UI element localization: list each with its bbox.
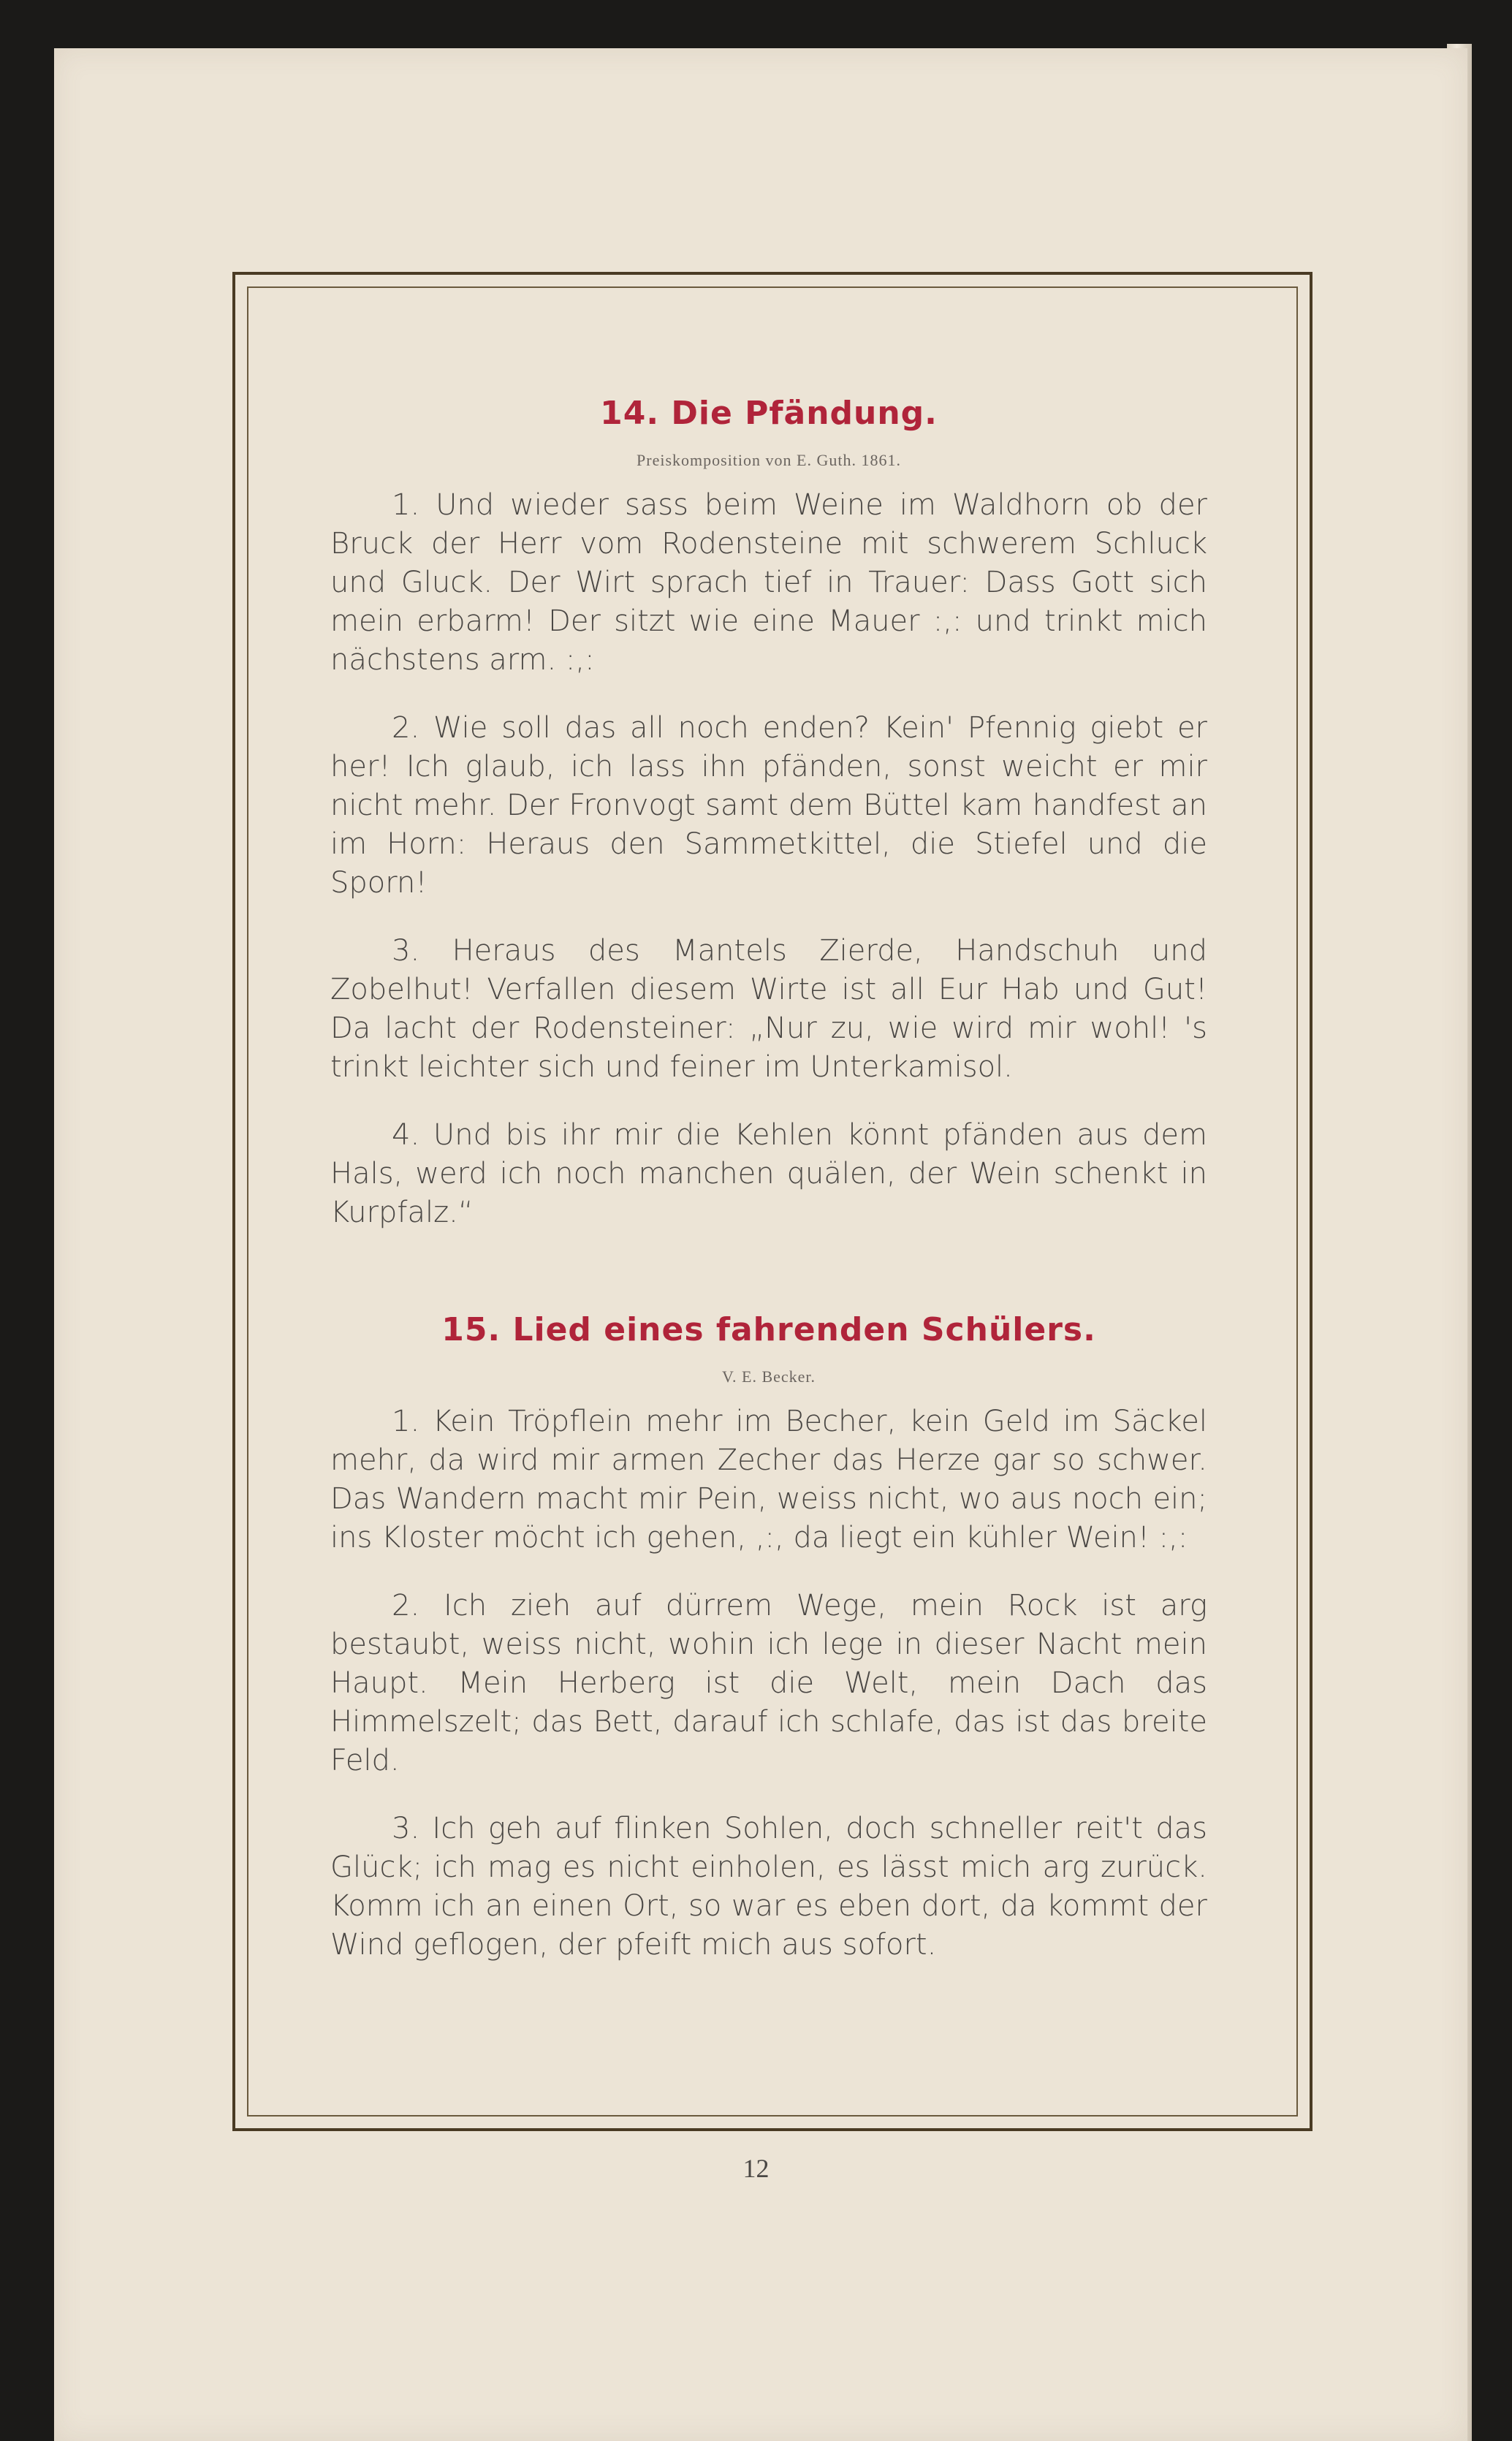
- song-14-byline: Preiskomposition von E. Guth. 1861.: [637, 451, 901, 469]
- page-content: [330, 395, 1207, 1964]
- song-14-verse-2: 2. Wie soll das all noch enden? Kein' Pfennig giebt er her! Ich glaub, ich lass ihn pfänden, sonst weicht er mir nicht mehr. Der Fronvogt samt dem Büttel kam handfest an im Horn: Heraus den Sammetkittel, die Stiefel und die Sporn!: [330, 711, 1207, 900]
- song-14-verse-3: 3. Heraus des Mantels Zierde, Handschuh und Zobelhut! Verfallen diesem Wirte ist all Eur Hab und Gut! Da lacht der Rodensteiner: „Nur zu, wie wird mir wohl! 's trinkt leichter sich und feiner im Unterkamisol.: [330, 934, 1207, 1084]
- song-15-title: 15. Lied eines fahrenden Schülers.: [441, 1311, 1096, 1348]
- song-14-title: 14. Die Pfändung.: [600, 395, 938, 432]
- song-14-verse-1: 1. Und wieder sass beim Weine im Waldhorn ob der Bruck der Herr vom Rodensteine mit schwerem Schluck und Gluck. Der Wirt sprach tief in Trauer: Dass Gott sich mein erbarm! Der sitzt wie eine Mauer :,: und trinkt mich nächstens arm. :,:: [330, 488, 1207, 677]
- song-15-verse-2: 2. Ich zieh auf dürrem Wege, mein Rock ist arg bestaubt, weiss nicht, wohin ich lege in dieser Nacht mein Haupt. Mein Herberg ist die Welt, mein Dach das Himmelszelt; das Bett, darauf ich schlafe, das ist das breite Feld.: [330, 1589, 1207, 1777]
- song-14: [330, 395, 1207, 1232]
- song-15: [330, 1311, 1207, 1964]
- song-14-verse-4: 4. Und bis ihr mir die Kehlen könnt pfänden aus dem Hals, werd ich noch manchen quälen, der Wein schenkt in Kurpfalz.“: [330, 1118, 1207, 1229]
- song-15-byline: V. E. Becker.: [721, 1367, 816, 1386]
- song-15-verse-1: 1. Kein Tröpflein mehr im Becher, kein Geld im Säckel mehr, da wird mir armen Zecher das Herze gar so schwer. Das Wandern macht mir Pein, weiss nicht, wo aus noch ein; ins Kloster möcht ich gehen, ,:, da liegt ein kühler Wein! :,:: [330, 1405, 1207, 1554]
- page-number: 12: [742, 2154, 770, 2183]
- song-15-verse-3: 3. Ich geh auf flinken Sohlen, doch schneller reit't das Glück; ich mag es nicht einholen, es lässt mich arg zurück. Komm ich an einen Ort, so war es eben dort, da kommt der Wind geflogen, der pfeift mich aus sofort.: [330, 1812, 1207, 1962]
